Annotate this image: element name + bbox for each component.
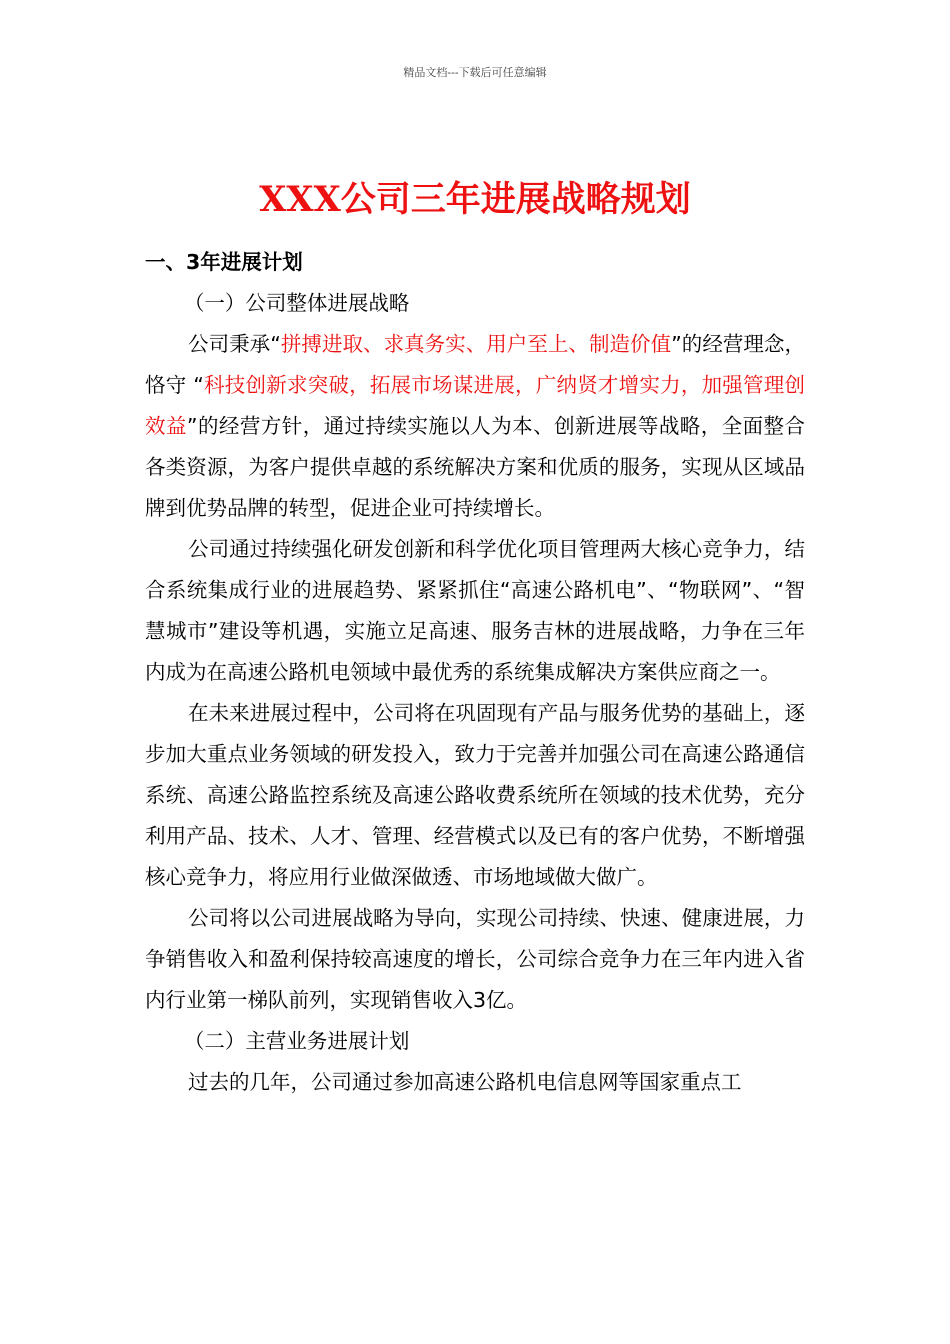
paragraph-core-competence: 公司通过持续强化研发创新和科学优化项目管理两大核心竞争力，结合系统集成行业的进展趋势、紧紧抓住“高速公路机电”、“物联网”、“智慧城市”建设等机遇，实施立足高速、服务吉林的进展战略，力争在三年内成为在高速公路机电领域中最优秀的系统集成解决方案供应商之一。 (145, 537, 805, 684)
document-title: XXX公司三年进展战略规划 (259, 179, 691, 220)
document-body (145, 242, 805, 1103)
subsection-heading-main-business: （二）主营业务进展计划 (183, 1029, 410, 1053)
paragraph-philosophy (145, 324, 805, 529)
paragraph-text: ”的经营方针，通过持续实施以人为本、创新进展等战略，全面整合各类资源，为客户提供卓越的系统解决方案和优质的服务，实现从区域品牌到优势品牌的转型，促进企业可持续增长。 (145, 414, 806, 520)
paragraph-sales-target: 公司将以公司进展战略为导向，实现公司持续、快速、健康进展，力争销售收入和盈利保持较高速度的增长，公司综合竞争力在三年内进入省内行业第一梯队前列，实现销售收入3亿。 (145, 906, 805, 1012)
page-header: 精品文档---下载后可任意编辑 (403, 66, 547, 79)
subsection-heading-overall-strategy: （一）公司整体进展战略 (183, 291, 410, 315)
section-heading: 一、3年进展计划 (145, 250, 303, 274)
paragraph-future-development: 在未来进展过程中，公司将在巩固现有产品与服务优势的基础上，逐步加大重点业务领域的研发投入，致力于完善并加强公司在高速公路通信系统、高速公路监控系统及高速公路收费系统所在领域的技术优势，充分利用产品、技术、人才、管理、经营模式以及已有的客户优势，不断增强核心竞争力，将应用行业做深做透、市场地域做大做广。 (145, 701, 805, 889)
paragraph-text: ”的经营理念，恪守 “ (145, 332, 806, 397)
paragraph-text: 公司秉承“ (188, 332, 281, 356)
paragraph-past-years: 过去的几年，公司通过参加高速公路机电信息网等国家重点工 (188, 1070, 742, 1094)
highlight-business-philosophy: 拼搏进取、求真务实、用户至上、制造价值 (280, 332, 672, 356)
highlight-business-policy: 科技创新求突破，拓展市场谋进展，广纳贤才增实力，加强管理创效益 (145, 373, 805, 438)
